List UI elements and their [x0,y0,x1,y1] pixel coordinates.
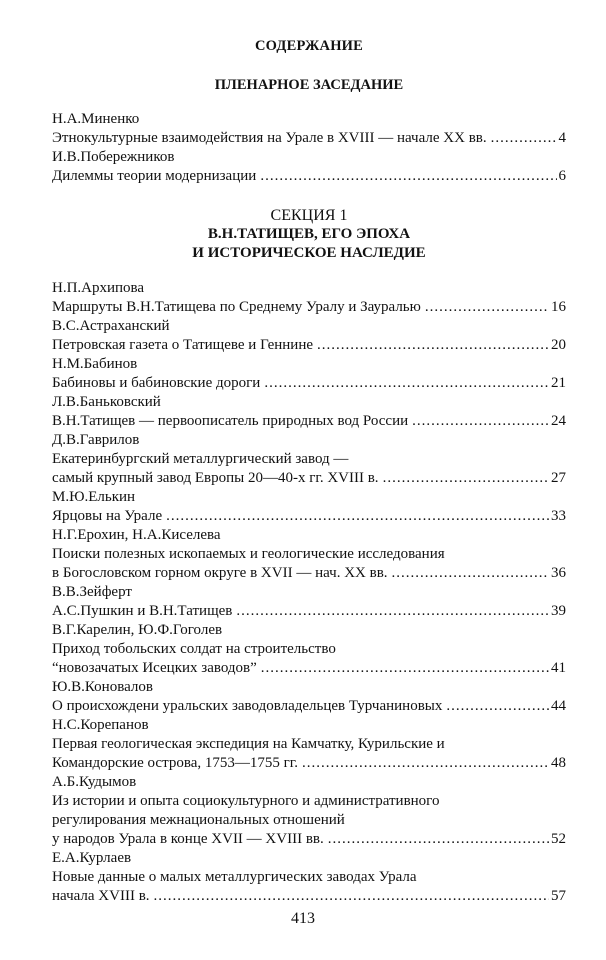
entry-page-number: 24 [551,413,566,429]
entry-title-line: Екатеринбургский металлургический завод — [52,451,349,467]
entry-title-row [52,167,566,186]
entry-title-row [52,564,566,583]
entry-title-row [52,659,566,678]
entry-title-row [52,412,566,431]
toc-entry [52,355,566,393]
entry-author: Н.А.Миненко [52,111,140,127]
dot-leader [392,564,549,583]
entry-title-line: Ярцовы на Урале [52,508,163,524]
entry-title-line: Поиски полезных ископаемых и геологические исследования [52,546,445,562]
section-heading [52,206,566,263]
entry-page-number: 39 [551,603,566,619]
entry-title-row [52,697,566,716]
entry-page-number: 48 [551,755,566,771]
toc-entry [52,317,566,355]
entry-page-number: 41 [551,660,566,676]
entry-title-line: Первая геологическая экспедиция на Камчатку, Курильские и [52,736,445,752]
entry-title-line: регулирования межнациональных отношений [52,812,345,828]
plenary-entries [52,110,566,186]
entry-author: Н.М.Бабинов [52,356,138,372]
entry-page-number: 16 [551,299,566,315]
entry-title-row [52,374,566,393]
entry-title-row [52,469,566,488]
dot-leader [261,659,549,678]
entry-page-number: 21 [551,375,566,391]
entry-page-number: 4 [558,130,566,146]
toc-entry [52,148,566,186]
dot-leader [446,697,549,716]
entry-title-row [52,754,566,773]
page-title: СОДЕРЖАНИЕ [254,38,364,54]
entry-title-row [52,336,566,355]
dot-leader [302,754,549,773]
entry-page-number: 6 [558,168,566,184]
toc-entry [52,716,566,773]
toc-entry [52,488,566,526]
dot-leader [236,602,549,621]
toc-entry [52,773,566,849]
entry-title-row [52,602,566,621]
entry-title-line: Петровская газета о Татищеве и Геннине [52,337,314,353]
toc-entry [52,431,566,488]
toc-entry [52,849,566,906]
entry-title-line: Командорские острова, 1753—1755 гг. [52,755,298,771]
entry-title-row [52,887,566,906]
entry-page-number: 27 [551,470,566,486]
dot-leader [260,167,556,186]
entry-title-line: В.Н.Татищев — первоописатель природных вод России [52,413,409,429]
entry-page-number: 52 [551,831,566,847]
dot-leader [425,298,549,317]
toc-entry [52,393,566,431]
entry-author: Н.Г.Ерохин, Н.А.Киселева [52,527,221,543]
toc-entry [52,621,566,678]
entry-page-number: 33 [551,508,566,524]
entry-author: Д.В.Гаврилов [52,432,140,448]
entry-title-row [52,298,566,317]
dot-leader [154,887,549,906]
entry-page-number: 36 [551,565,566,581]
toc-entry [52,110,566,148]
entry-author: Н.П.Архипова [52,280,145,296]
dot-leader [264,374,549,393]
contents-page [52,38,566,906]
entry-title-line: О происхождени уральских заводовладельцев Турчаниновых [52,698,443,714]
section-entries [52,279,566,906]
entry-page-number: 44 [551,698,566,714]
entry-title-line: Этнокультурные взаимодействия на Урале в XVIII — начале XX вв. [52,130,487,146]
entry-page-number: 20 [551,337,566,353]
entry-title-row [52,129,566,148]
entry-author: Ю.В.Коновалов [52,679,153,695]
entry-author: В.Г.Карелин, Ю.Ф.Гоголев [52,622,223,638]
entry-title-row [52,830,566,849]
dot-leader [317,336,549,355]
entry-author: В.С.Астраханский [52,318,170,334]
entry-title-line: самый крупный завод Европы 20—40-х гг. XVIII в. [52,470,379,486]
entry-author: Л.В.Баньковский [52,394,161,410]
section-label: СЕКЦИЯ 1 [270,207,348,224]
entry-title-line: у народов Урала в конце XVII — XVIII вв. [52,831,324,847]
entry-page-number: 57 [551,888,566,904]
dot-leader [166,507,549,526]
entry-author: И.В.Побережников [52,149,175,165]
entry-title-line: “новозачатых Исецких заводов” [52,660,257,676]
toc-entry [52,526,566,583]
entry-title-line: Дилеммы теории модернизации [52,168,257,184]
entry-title-line: Бабиновы и бабиновские дороги [52,375,261,391]
entry-author: М.Ю.Елькин [52,489,136,505]
entry-title-line: Приход тобольских солдат на строительство [52,641,336,657]
entry-title-line: в Богословском горном округе в XVII — нач. XX вв. [52,565,388,581]
entry-title-line: Из истории и опыта социокультурного и административного [52,793,440,809]
toc-entry [52,279,566,317]
plenary-heading: ПЛЕНАРНОЕ ЗАСЕДАНИЕ [214,77,404,93]
entry-title-line: А.С.Пушкин и В.Н.Татищев [52,603,233,619]
entry-title-line: начала XVIII в. [52,888,150,904]
entry-title-row [52,507,566,526]
dot-leader [412,412,549,431]
entry-author: Н.С.Корепанов [52,717,149,733]
section-name-line2: И ИСТОРИЧЕСКОЕ НАСЛЕДИЕ [192,245,426,261]
toc-entry [52,678,566,716]
dot-leader [328,830,549,849]
dot-leader [491,129,557,148]
section-name-line1: В.Н.ТАТИЩЕВ, ЕГО ЭПОХА [207,226,411,242]
entry-title-line: Новые данные о малых металлургических заводах Урала [52,869,417,885]
entry-author: В.В.Зейферт [52,584,132,600]
entry-author: А.Б.Кудымов [52,774,137,790]
page-number: 413 [291,910,315,927]
entry-title-line: Маршруты В.Н.Татищева по Среднему Уралу и Зауралью [52,299,421,315]
dot-leader [383,469,549,488]
toc-entry [52,583,566,621]
entry-author: Е.А.Курлаев [52,850,132,866]
